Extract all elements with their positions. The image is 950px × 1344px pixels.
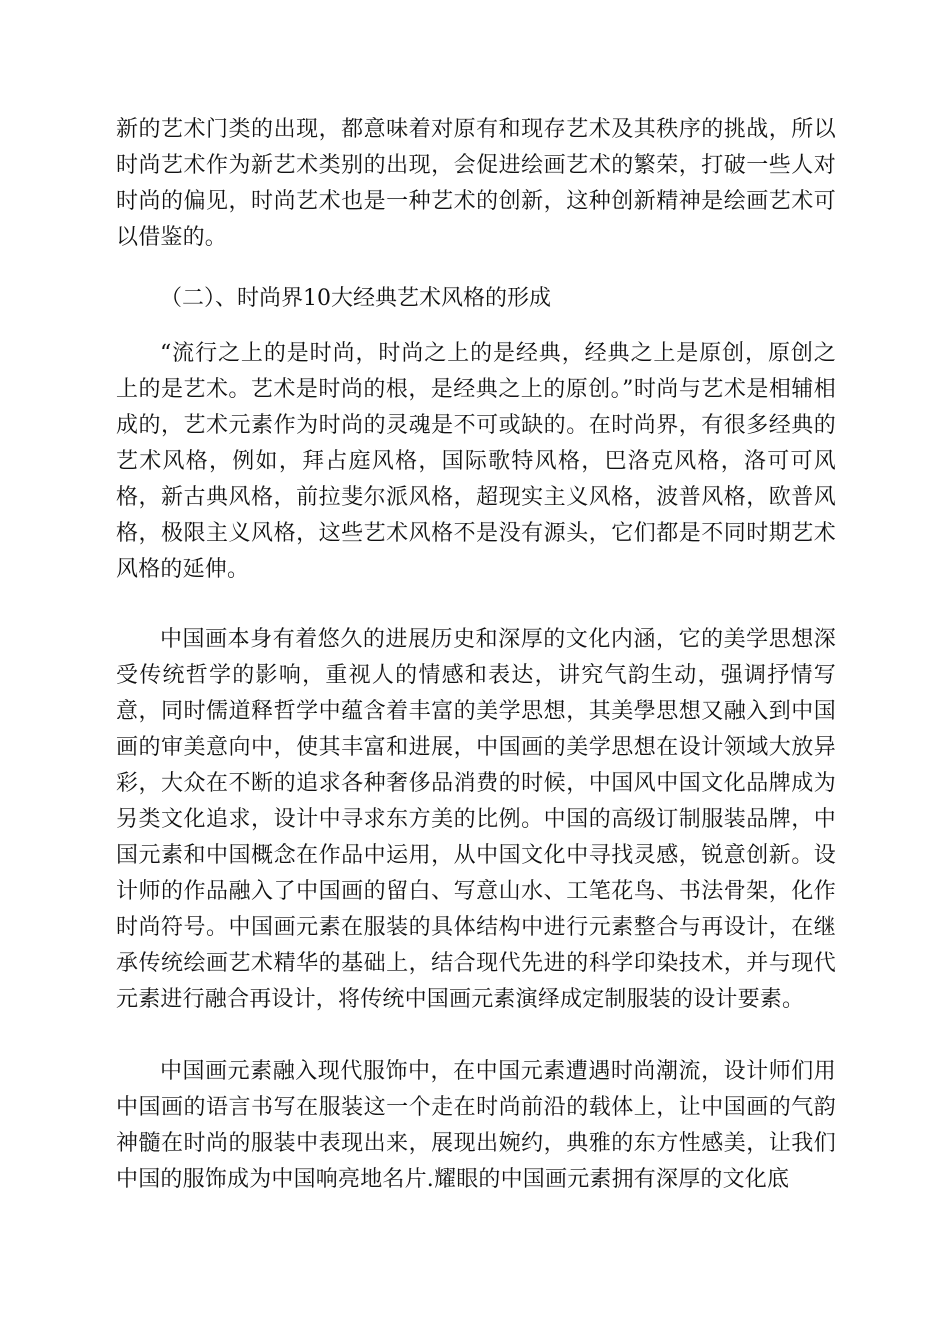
section-heading: （二）、时尚界10大经典艺术风格的形成 [160, 286, 551, 311]
paragraph-fashion-art-styles: “流行之上的是时尚，时尚之上的是经典，经典之上是原创，原创之上的是艺术。艺术是时尚的根，是经典之上的原创。”时尚与艺术是相辅相成的，艺术元素作为时尚的灵魂是不可或缺的。在时尚界，有很多经典的艺术风格，例如，拜占庭风格，国际歌特风格，巴洛克风格，洛可可风格，新古典风格，前拉斐尔派风格，超现实主义风格，波普风格，欧普风格，极限主义风格，这些艺术风格不是没有源头，它们都是不同时期艺术风格的延伸。 [116, 341, 836, 582]
paragraph-art-innovation: 新的艺术门类的出现，都意味着对原有和现存艺术及其秩序的挑战，所以时尚艺术作为新艺术类别的出现，会促进绘画艺术的繁荣，打破一些人对时尚的偏见，时尚艺术也是一种艺术的创新，这种创新精神是绘画艺术可以借鉴的。 [116, 117, 836, 250]
paragraph-chinese-painting-aesthetics: 中国画本身有着悠久的进展历史和深厚的文化内涵，它的美学思想深受传统哲学的影响，重视人的情感和表达，讲究气韵生动，强调抒情写意，同时儒道释哲学中蕴含着丰富的美学思想，其美學思想又融入到中国画的审美意向中，使其丰富和进展，中国画的美学思想在设计领域大放异彩，大众在不断的追求各种奢侈品消费的时候，中国风中国文化品牌成为另类文化追求，设计中寻求东方美的比例。中国的高级订制服装品牌，中国元素和中国概念在作品中运用，从中国文化中寻找灵感，锐意创新。设计师的作品融入了中国画的留白、写意山水、工笔花鸟、书法骨架，化作时尚符号。中国画元素在服装的具体结构中进行元素整合与再设计，在继承传统绘画艺术精华的基础上，结合现代先进的科学印染技术，并与现代元素进行融合再设计，将传统中国画元素演绎成定制服装的设计要素。 [116, 627, 836, 1012]
paragraph-chinese-painting-fashion: 中国画元素融入现代服饰中，在中国元素遭遇时尚潮流，设计师们用中国画的语言书写在服装这一个走在时尚前沿的载体上，让中国画的气韵神髓在时尚的服装中表现出来，展现出婉约，典雅的东方性感美，让我们中国的服饰成为中国响亮地名片.耀眼的中国画元素拥有深厚的文化底 [116, 1059, 836, 1192]
